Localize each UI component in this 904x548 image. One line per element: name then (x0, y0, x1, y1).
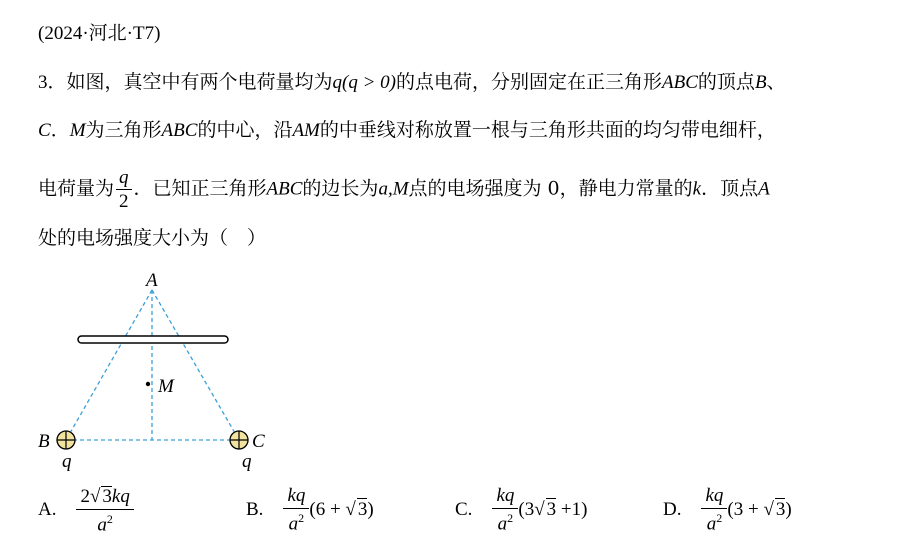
option-c-letter: C. (455, 498, 473, 520)
q1-var-b: B (754, 72, 767, 93)
charge-label-b: q (62, 451, 72, 472)
q3-var-am: a,M (378, 178, 409, 200)
q2-text-b: 为三角形 (85, 119, 162, 141)
q3-text-b: ．已知正三角形 (133, 177, 267, 200)
source-tag: (2024·河北·T7) (38, 23, 161, 44)
q3-text-d: 点的电场强度为 0，静电力常量的 (408, 177, 693, 200)
triangle-figure (30, 268, 290, 478)
charge-fraction (116, 168, 132, 211)
q3-text-a: 电荷量为 (38, 177, 115, 200)
dashed-side-ac (152, 290, 239, 440)
option-c[interactable] (455, 486, 587, 533)
charge-fraction-num: q (116, 168, 132, 190)
q3-text-e: ．顶点 (701, 177, 759, 200)
question-line-1 (38, 70, 786, 95)
q3-var-k: k (692, 178, 702, 200)
question-line-3 (38, 168, 770, 211)
vertex-label-b: B (38, 431, 50, 452)
option-d-fraction: $\frac{kq}{a^2}$ (701, 486, 727, 533)
q2-text-a: ． (50, 119, 70, 141)
option-d-letter: D. (663, 498, 682, 520)
q2-var-abc: ABC (161, 120, 198, 141)
q1-text-b: 的点电荷，分别固定在正三角形 (396, 71, 663, 93)
vertex-label-c: C (252, 431, 265, 452)
figure-lines (66, 290, 239, 440)
question-number: 3． (38, 72, 67, 93)
question-line-2 (38, 118, 776, 143)
option-b-letter: B. (246, 498, 264, 520)
q1-condition: (q > 0) (342, 72, 397, 93)
option-b[interactable] (246, 486, 374, 533)
center-point-m (146, 382, 150, 386)
option-b-expr: (6 + √ 3) (309, 499, 374, 521)
charged-rod (78, 336, 228, 343)
charge-fraction-den: 2 (119, 191, 129, 212)
q2-var-m: M (69, 120, 86, 141)
option-a-letter: A. (38, 499, 57, 521)
option-b-fraction: $\frac{kq}{a^2}$ (283, 486, 309, 533)
option-d-expr: (3 + √ 3) (727, 499, 792, 521)
q2-text-c: 的中心，沿 (197, 119, 293, 141)
q1-text-a: 如图，真空中有两个电荷量均为 (66, 71, 333, 93)
option-c-expr: (3√ 3 +1) (518, 499, 588, 521)
q3-text-c: 的边长为 (302, 177, 379, 200)
q1-text-c: 的顶点 (697, 71, 755, 93)
option-c-fraction: $\frac{kq}{a^2}$ (492, 486, 518, 533)
charge-c-icon (230, 431, 248, 449)
q2-text-d: 的中垂线对称放置一根与三角形共面的均匀带电细杆， (319, 119, 776, 141)
option-a[interactable] (38, 486, 134, 534)
dashed-side-ab (66, 290, 152, 440)
q1-var-q: q (332, 72, 343, 93)
question-line-4: 处的电场强度大小为（ ） (38, 227, 267, 249)
option-d[interactable] (663, 486, 792, 533)
q1-text-d: 、 (766, 71, 786, 93)
q2-var-am: AM (292, 120, 320, 141)
option-a-fraction: $\frac{2√ 3kq}{a^2}$ (76, 486, 133, 534)
charge-label-c: q (242, 451, 252, 472)
charge-b-icon (57, 431, 75, 449)
q2-var-c: C (38, 120, 51, 141)
vertex-label-a: A (146, 270, 158, 291)
center-label-m: M (158, 376, 174, 397)
q3-var-a: A (758, 178, 770, 200)
q1-var-abc: ABC (662, 72, 698, 93)
q3-var-abc: ABC (266, 178, 303, 200)
